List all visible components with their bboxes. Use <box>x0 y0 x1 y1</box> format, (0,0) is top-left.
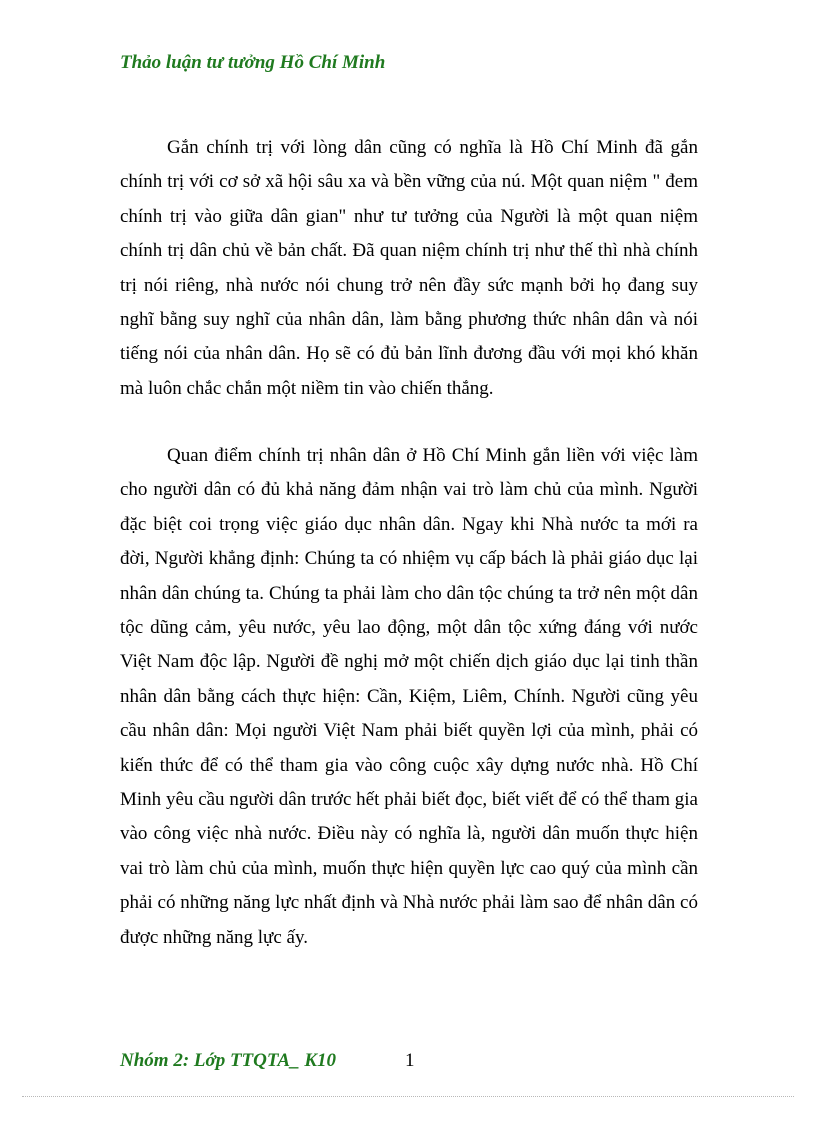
footer-group-label: Nhóm 2: Lớp TTQTA_ K10 <box>120 1050 337 1071</box>
body-paragraph: Gắn chính trị với lòng dân cũng có nghĩa là Hồ Chí Minh đã gắn chính trị với cơ sở xã hội sâu xa và bền vững của nú. Một quan niệm " đem chính trị vào giữa dân gian" như tư tưởng của Người là một quan niệm chính trị dân chủ về bản chất. Đã quan niệm chính trị như thế thì nhà chính trị nói riêng, nhà nước nói chung trở nên đầy sức mạnh bởi họ đang suy nghĩ bằng suy nghĩ của nhân dân, làm bằng phương thức nhân dân và nói tiếng nói của nhân dân. Họ sẽ có đủ bản lĩnh đương đầu với mọi khó khăn mà luôn chắc chắn một niềm tin vào chiến thắng. <box>120 137 698 399</box>
body-paragraph: Quan điểm chính trị nhân dân ở Hồ Chí Minh gắn liền với việc làm cho người dân có đủ khả năng đảm nhận vai trò làm chủ của mình. Người đặc biệt coi trọng việc giáo dục nhân dân. Ngay khi Nhà nước ta mới ra đời, Người khẳng định: Chúng ta có nhiệm vụ cấp bách là phải giáo dục lại nhân dân chúng ta. Chúng ta phải làm cho dân tộc chúng ta trở nên một dân tộc dũng cảm, yêu nước, yêu lao động, một dân tộc xứng đáng với nước Việt Nam độc lập. Người đề nghị mở một chiến dịch giáo dục lại tinh thần nhân dân bằng cách thực hiện: Cần, Kiệm, Liêm, Chính. Người cũng yêu cầu nhân dân: Mọi người Việt Nam phải biết quyền lợi của mình, phải có kiến thức để có thể tham gia vào công cuộc xây dựng nước nhà. Hồ Chí Minh yêu cầu người dân trước hết phải biết đọc, biết viết để có thể tham gia vào công việc nhà nước. Điều này có nghĩa là, người dân muốn thực hiện vai trò làm chủ của mình, muốn thực hiện quyền lực cao quý của mình cần phải có những năng lực nhất định và Nhà nước phải làm sao để nhân dân có được những năng lực ấy. <box>120 445 698 948</box>
header-title: Thảo luận tư tưởng Hồ Chí Minh <box>120 52 386 73</box>
page-bottom-divider <box>22 1096 794 1097</box>
page-number: 1 <box>405 1050 415 1071</box>
